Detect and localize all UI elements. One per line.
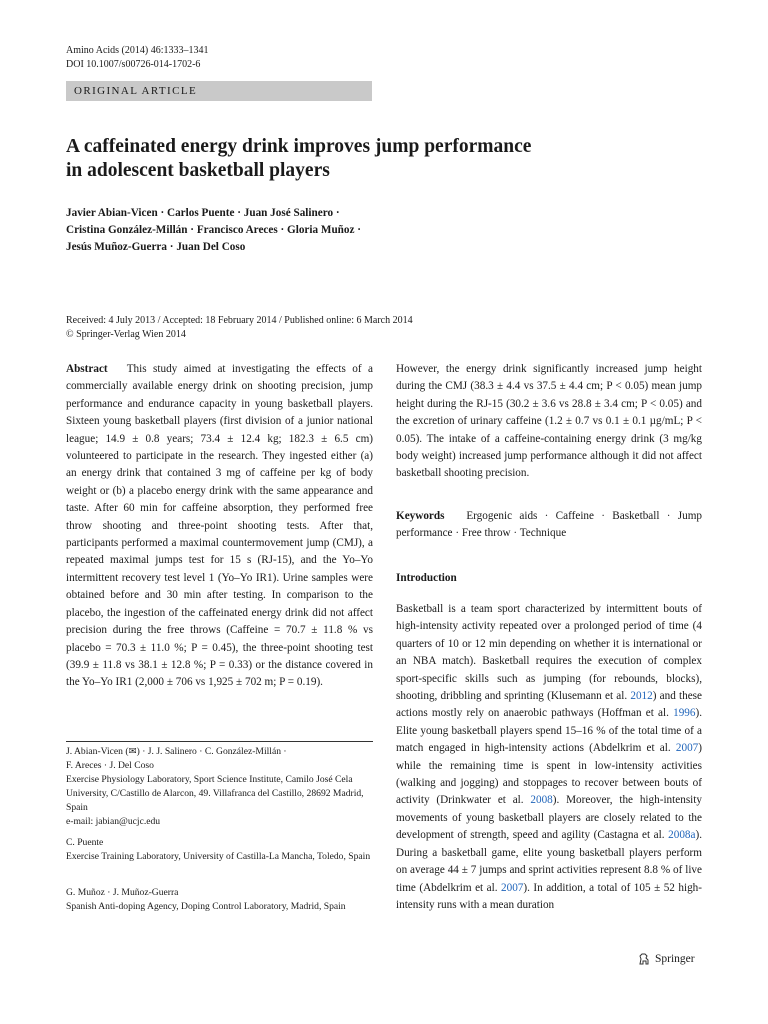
intro-text: ). Moreover, the high-intensity movements of young basketball players are closely related to the development of strength, speed and agility (Castagna et al. <box>396 794 702 842</box>
intro-text: ) while the remaining time is spent in low-intensity activities (walking and jogging) and stoppages to recover between bouts of activity (Drinkwater et al. <box>396 742 702 807</box>
title-line-1: A caffeinated energy drink improves jump performance <box>66 136 532 157</box>
intro-text: ). In addition, a total of 105 ± 52 high-intensity runs with a mean duration <box>396 881 702 911</box>
affiliation-3-authors: G. Muñoz · J. Muñoz-Guerra <box>66 887 179 898</box>
doi: DOI 10.1007/s00726-014-1702-6 <box>66 59 201 70</box>
publication-dates <box>66 314 706 342</box>
affiliation-2-address: Exercise Training Laboratory, University of Castilla-La Mancha, Toledo, Spain <box>66 851 371 862</box>
introduction-heading: Introduction <box>396 572 457 584</box>
author-list <box>66 205 686 256</box>
journal-info <box>66 44 209 72</box>
footnote-divider <box>66 741 373 742</box>
affiliation-1-authors-cont: F. Areces · J. Del Coso <box>66 760 154 771</box>
keywords-label: Keywords <box>396 510 445 522</box>
citation-link[interactable]: 2012 <box>630 690 653 703</box>
citation-link[interactable]: 1996 <box>673 707 696 720</box>
introduction-body <box>396 601 702 914</box>
title-line-2: in adolescent basketball players <box>66 160 330 181</box>
affiliation-3 <box>66 886 373 914</box>
publisher-name: Springer <box>655 953 695 965</box>
citation-link[interactable]: 2007 <box>675 742 699 755</box>
intro-text: ) and these actions mostly rely on anaerobic pathways (Hoffman et al. <box>396 690 702 720</box>
publisher-logo <box>637 952 695 966</box>
affiliation-3-address: Spanish Anti-doping Agency, Doping Control Laboratory, Madrid, Spain <box>66 901 346 912</box>
citation-link[interactable]: 2008a <box>668 829 696 842</box>
intro-text: ). Elite young basketball players spend 15–16 % of the total time of a match engaged in high-intensity actions (Abdelkrim et al. <box>396 707 702 755</box>
affiliation-1 <box>66 745 373 829</box>
journal-citation: Amino Acids (2014) 46:1333–1341 <box>66 45 209 56</box>
authors-line-2: Cristina González-Millán · Francisco Areces · Gloria Muñoz · <box>66 224 361 236</box>
citation-link[interactable]: 2008 <box>530 794 553 807</box>
authors-line-3: Jesús Muñoz-Guerra · Juan Del Coso <box>66 241 246 253</box>
keywords <box>396 508 702 543</box>
article-type-banner: ORIGINAL ARTICLE <box>66 81 372 101</box>
springer-horse-icon <box>637 952 651 966</box>
keywords-text: Ergogenic aids · Caffeine · Basketball · Jump performance · Free throw · Technique <box>396 510 703 540</box>
abstract-text-right: However, the energy drink significantly increased jump height during the CMJ (38.3 ± 4.4 vs 37.5 ± 4.4 cm; P < 0.05) mean jump height during the RJ-15 (30.2 ± 3.6 vs 28.8 ± 3.4 cm; P < 0.05) and the excretion of urinary caffeine (1.2 ± 0.7 vs 0.1 ± 0.1 µg/mL; P < 0.05). The intake of a caffeine-containing energy drink (3 mg/kg body weight) increased jump performance although it did not affect basketball shooting precision. <box>396 363 702 480</box>
abstract-label: Abstract <box>66 363 108 375</box>
article-title <box>66 135 706 183</box>
affiliation-2-authors: C. Puente <box>66 837 104 848</box>
authors-line-1: Javier Abian-Vicen · Carlos Puente · Juan José Salinero · <box>66 207 340 219</box>
copyright-line: © Springer-Verlag Wien 2014 <box>66 329 186 340</box>
citation-link[interactable]: 2007 <box>501 881 524 894</box>
affiliation-2 <box>66 836 373 864</box>
intro-text: Basketball is a team sport characterized by intermittent bouts of high-intensity activity repeated over a prolonged period of time (4 quarters of 10 or 12 min depending on whether it is international or an NBA match). Basketball requires the execution of complex sport-specific skills such as jumping (for rebounds, blocks), shooting, dribbling and sprinting (Klusemann et al. <box>396 603 702 703</box>
abstract-text-left: This study aimed at investigating the effects of a commercially available energy drink on shooting precision, jump performance and endurance capacity in young basketball players. Sixteen young basketball players (first division of a junior national league; 14.9 ± 0.8 years; 73.4 ± 12.4 kg; 182.3 ± 6.5 cm) volunteered to participate in the research. They ingested either (a) an energy drink that contained 3 mg of caffeine per kg of body weight or (b) a placebo energy drink with the same appearance and taste. After 60 min for caffeine absorption, they performed free throw shooting and three-point shooting tests. After that, participants performed a maximal countermovement jump (CMJ), a repeated maximal jumps test for 15 s (RJ-15), and the Yo–Yo intermittent recovery test level 1 (Yo–Yo IR1). Urine samples were obtained before and 30 min after testing. In comparison to the placebo, the ingestion of the caffeinated energy drink did not affect precision during the free throws (Caffeine = 70.7 ± 11.8 % vs placebo = 70.3 ± 11.0 %; P = 0.45), the three-point shooting test (39.9 ± 11.8 vs 38.1 ± 12.8 %; P = 0.33) or the distance covered in the Yo–Yo IR1 (2,000 ± 706 vs 1,925 ± 702 m; P = 0.19). <box>66 363 373 689</box>
abstract-right <box>396 361 702 483</box>
contact-email[interactable]: e-mail: jabian@ucjc.edu <box>66 816 161 827</box>
dates-line: Received: 4 July 2013 / Accepted: 18 February 2014 / Published online: 6 March 2014 <box>66 315 413 326</box>
abstract-left <box>66 361 373 692</box>
affiliation-1-address: Exercise Physiology Laboratory, Sport Science Institute, Camilo José Cela University, C/Castillo de Alarcon, 49. Villafranca del Castillo, 28692 Madrid, Spain <box>66 774 364 813</box>
affiliation-1-authors: J. Abian-Vicen (✉) · J. J. Salinero · C. González-Millán · <box>66 746 287 757</box>
intro-text: ). During a basketball game, elite young basketball players perform on average 44 ± 7 jumps and sprint activities represent 8.8 % of live time (Abdelkrim et al. <box>396 829 702 894</box>
